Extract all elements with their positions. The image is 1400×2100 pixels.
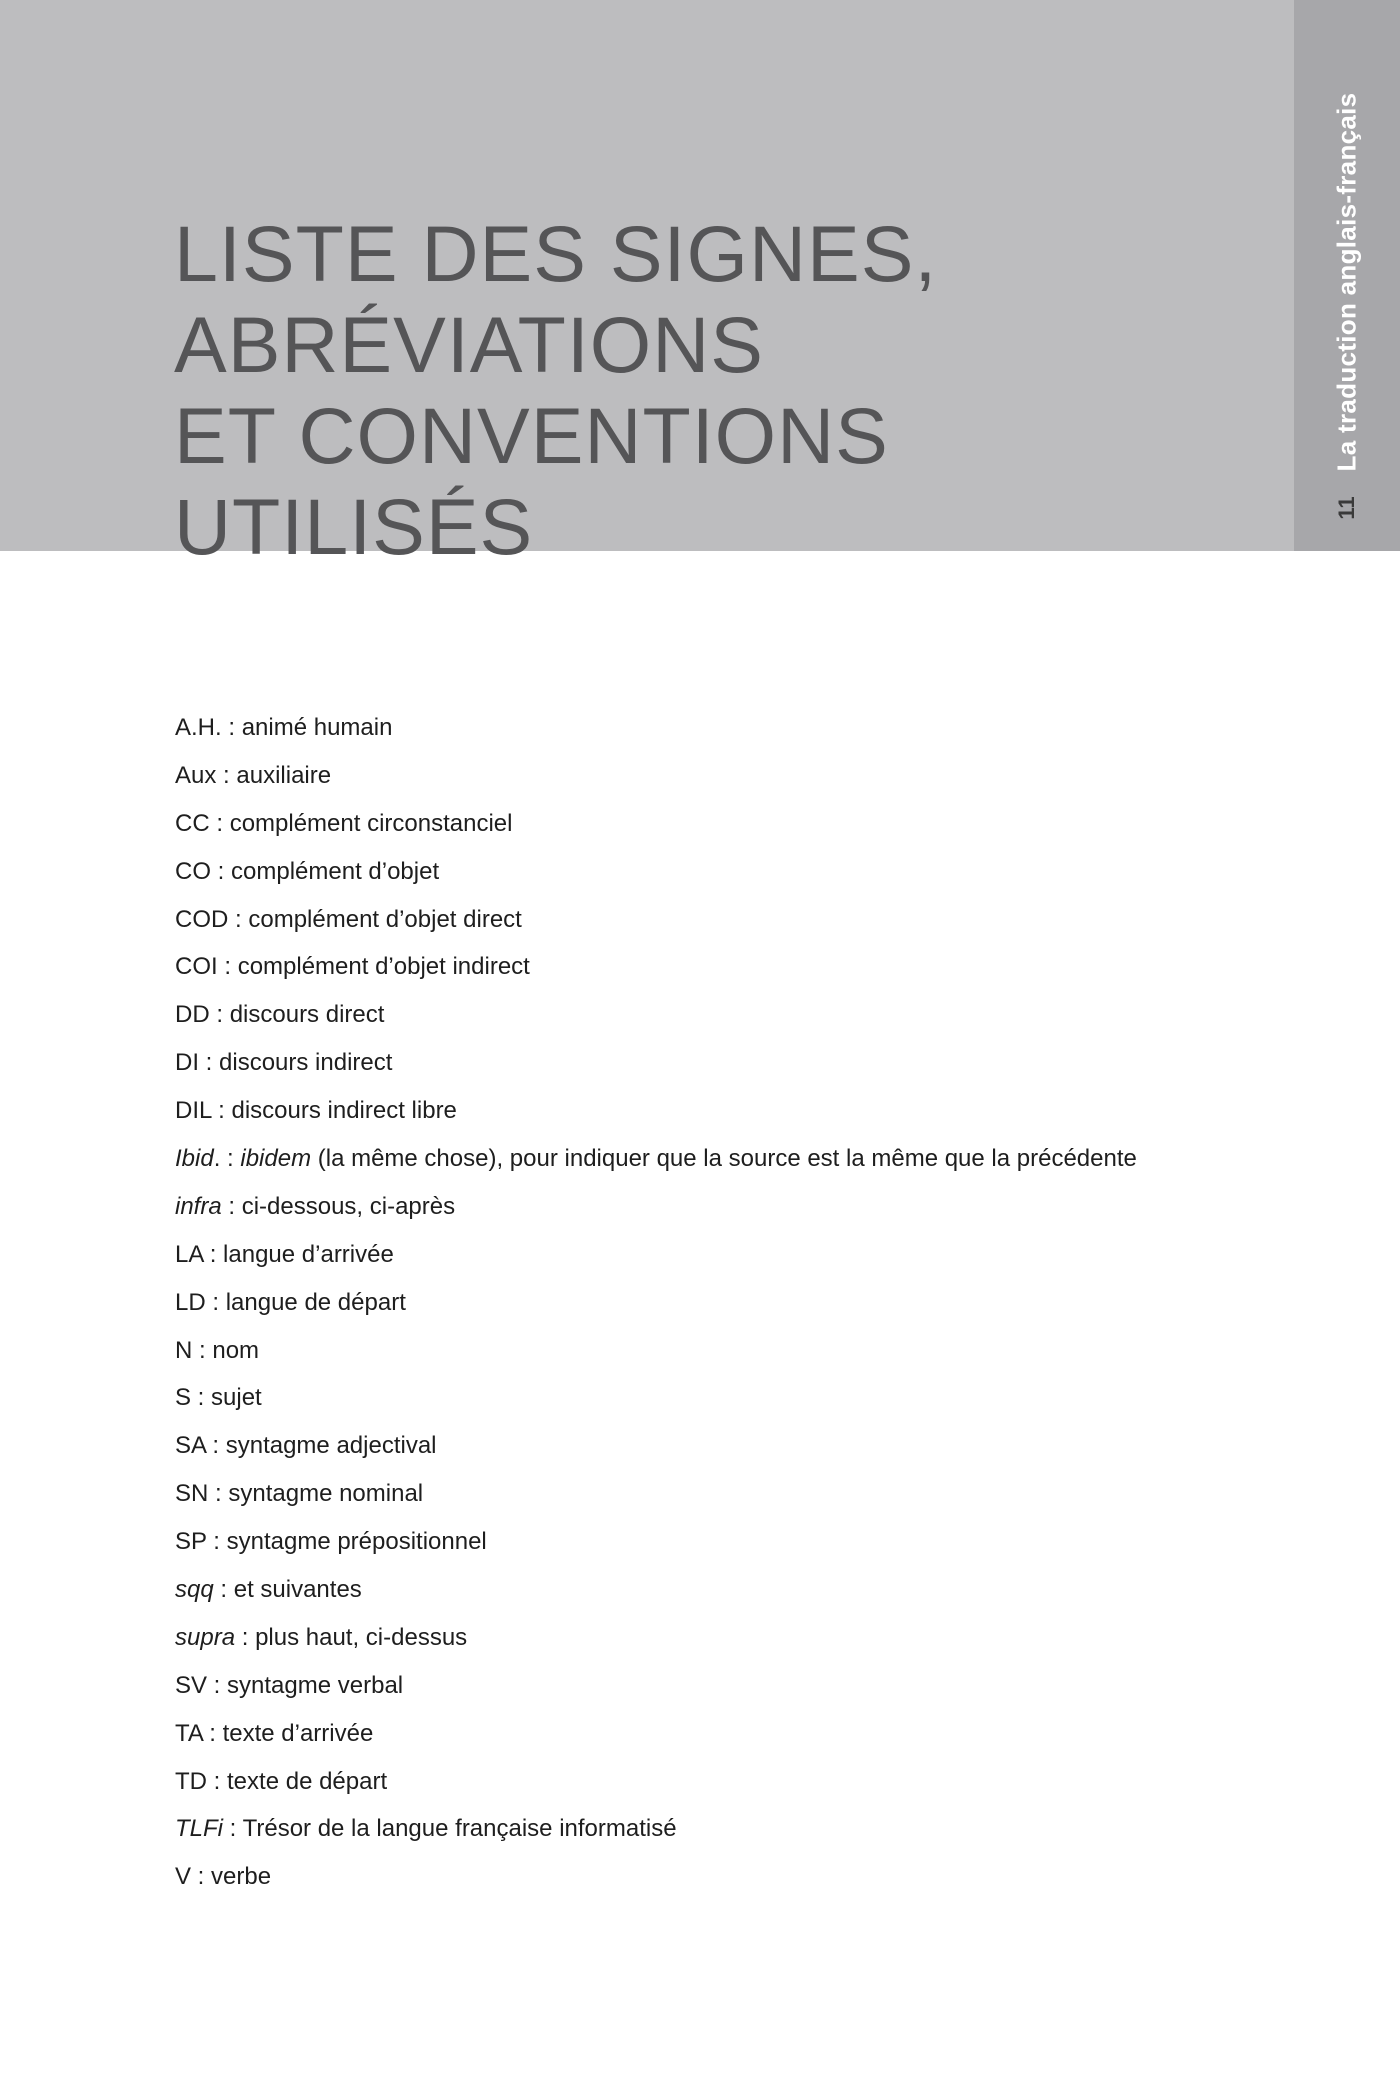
abbreviation-term: SN [175, 1480, 209, 1508]
abbreviation-definition: et suivantes [233, 1576, 362, 1604]
abbreviation-definition: langue d’arrivée [223, 1240, 394, 1268]
abbreviation-separator: . : [213, 1145, 241, 1173]
abbreviation-separator: : [213, 1576, 234, 1604]
abbreviation-entry [175, 1283, 1137, 1331]
abbreviation-definition-italic: ibidem [240, 1145, 312, 1173]
abbreviation-separator: : [202, 1719, 223, 1747]
abbreviation-definition: discours direct [229, 1001, 385, 1029]
abbreviation-term: LD [175, 1288, 206, 1316]
abbreviation-term: CO [175, 857, 211, 885]
abbreviation-entry [175, 852, 1137, 900]
abbreviation-definition: texte de départ [227, 1767, 388, 1795]
abbreviation-term: LA [175, 1240, 204, 1268]
abbreviation-definition: (la même chose), pour indiquer que la source est la même que la précédente [311, 1145, 1137, 1173]
abbreviation-separator: : [203, 1240, 224, 1268]
abbreviation-separator: : [199, 1049, 220, 1077]
abbreviation-term: COI [175, 953, 218, 981]
abbreviation-entry [175, 1091, 1137, 1139]
abbreviation-entry [175, 995, 1137, 1043]
abbreviation-entry [175, 1043, 1137, 1091]
abbreviation-term: infra [175, 1192, 222, 1220]
abbreviation-entry [175, 1235, 1137, 1283]
abbreviation-definition: ci-dessous, ci-après [241, 1192, 456, 1220]
abbreviation-entry [175, 1809, 1137, 1857]
abbreviation-entry [175, 1618, 1137, 1666]
abbreviation-entry [175, 708, 1137, 756]
abbreviation-separator: : [208, 1480, 229, 1508]
abbreviation-entry [175, 756, 1137, 804]
abbreviation-entry [175, 804, 1137, 852]
abbreviation-separator: : [211, 1097, 232, 1125]
abbreviation-term: SP [175, 1528, 207, 1556]
abbreviation-term: TLFi [175, 1815, 223, 1843]
abbreviation-definition: animé humain [241, 714, 393, 741]
abbreviation-term: S [175, 1384, 192, 1412]
abbreviation-separator: : [221, 714, 242, 741]
abbreviation-term: Ibid [175, 1145, 214, 1173]
abbreviation-entry [175, 1666, 1137, 1714]
abbreviation-separator: : [207, 1671, 228, 1699]
abbreviation-separator: : [191, 1863, 212, 1891]
abbreviation-term: SV [175, 1671, 208, 1699]
abbreviation-definition: langue de départ [225, 1288, 406, 1316]
abbreviation-definition: plus haut, ci-dessus [255, 1623, 468, 1651]
abbreviation-definition: complément d’objet indirect [237, 953, 530, 981]
abbreviation-entry [175, 1762, 1137, 1810]
abbreviation-list [175, 708, 1137, 1905]
abbreviation-separator: : [191, 1384, 212, 1412]
abbreviation-term: CC [175, 809, 210, 837]
abbreviation-entry [175, 1522, 1137, 1570]
abbreviation-entry [175, 1187, 1137, 1235]
chapter-title [174, 208, 937, 572]
abbreviation-separator: : [206, 1528, 227, 1556]
abbreviation-definition: nom [212, 1336, 260, 1364]
page-number: 11 [1334, 496, 1359, 520]
abbreviation-definition: complément d’objet [231, 857, 440, 885]
abbreviation-separator: : [228, 905, 249, 933]
abbreviation-entry [175, 1378, 1137, 1426]
abbreviation-definition: complément circonstanciel [229, 809, 513, 837]
abbreviation-definition: texte d’arrivée [222, 1719, 374, 1747]
abbreviation-term: DD [175, 1001, 210, 1029]
abbreviation-term: TA [175, 1719, 203, 1747]
abbreviation-entry [175, 1426, 1137, 1474]
abbreviation-separator: : [209, 1001, 230, 1029]
abbreviation-separator: : [221, 1192, 242, 1220]
abbreviation-separator: : [207, 1767, 228, 1795]
abbreviation-definition: syntagme verbal [227, 1671, 404, 1699]
abbreviation-definition: sujet [211, 1384, 262, 1412]
abbreviation-separator: : [205, 1432, 226, 1460]
abbreviation-definition: syntagme prépositionnel [226, 1528, 487, 1556]
abbreviation-term: SA [175, 1432, 206, 1460]
abbreviation-term: V [175, 1863, 192, 1891]
abbreviation-entry [175, 1857, 1137, 1905]
abbreviation-term: sqq [175, 1576, 214, 1604]
abbreviation-term: DIL [175, 1097, 212, 1125]
abbreviation-separator: : [211, 857, 232, 885]
abbreviation-term: DI [175, 1049, 199, 1077]
running-title: La traduction anglais-français [1331, 92, 1362, 472]
abbreviation-term: A.H. [175, 714, 222, 741]
abbreviation-separator: : [223, 1815, 243, 1843]
abbreviation-term: supra [175, 1623, 236, 1651]
chapter-title-line: UTILISÉS [174, 482, 534, 571]
abbreviation-term: COD [175, 905, 229, 933]
chapter-title-line: ABRÉVIATIONS [174, 300, 764, 389]
abbreviation-separator: : [192, 1336, 213, 1364]
abbreviation-term: Aux [175, 761, 217, 789]
abbreviation-entry [175, 1474, 1137, 1522]
abbreviation-separator: : [205, 1288, 226, 1316]
abbreviation-definition: Trésor de la langue française informatisé [242, 1815, 677, 1843]
abbreviation-definition: discours indirect libre [231, 1097, 457, 1125]
chapter-title-line: LISTE DES SIGNES, [174, 209, 938, 298]
abbreviation-separator: : [217, 953, 238, 981]
abbreviation-definition: syntagme adjectival [225, 1432, 437, 1460]
abbreviation-definition: verbe [211, 1863, 272, 1891]
abbreviation-entry [175, 1714, 1137, 1762]
abbreviation-entry [175, 947, 1137, 995]
chapter-title-line: ET CONVENTIONS [174, 391, 889, 480]
abbreviation-separator: : [235, 1623, 256, 1651]
abbreviation-separator: : [216, 761, 237, 789]
abbreviation-definition: complément d’objet direct [248, 905, 522, 933]
abbreviation-definition: discours indirect [219, 1049, 393, 1077]
abbreviation-entry [175, 900, 1137, 948]
abbreviation-separator: : [209, 809, 230, 837]
abbreviation-entry [175, 1139, 1137, 1187]
abbreviation-term: TD [175, 1767, 207, 1795]
abbreviation-entry [175, 1570, 1137, 1618]
abbreviation-term: N [175, 1336, 193, 1364]
abbreviation-entry [175, 1331, 1137, 1379]
abbreviation-definition: syntagme nominal [228, 1480, 424, 1508]
abbreviation-definition: auxiliaire [236, 761, 332, 789]
